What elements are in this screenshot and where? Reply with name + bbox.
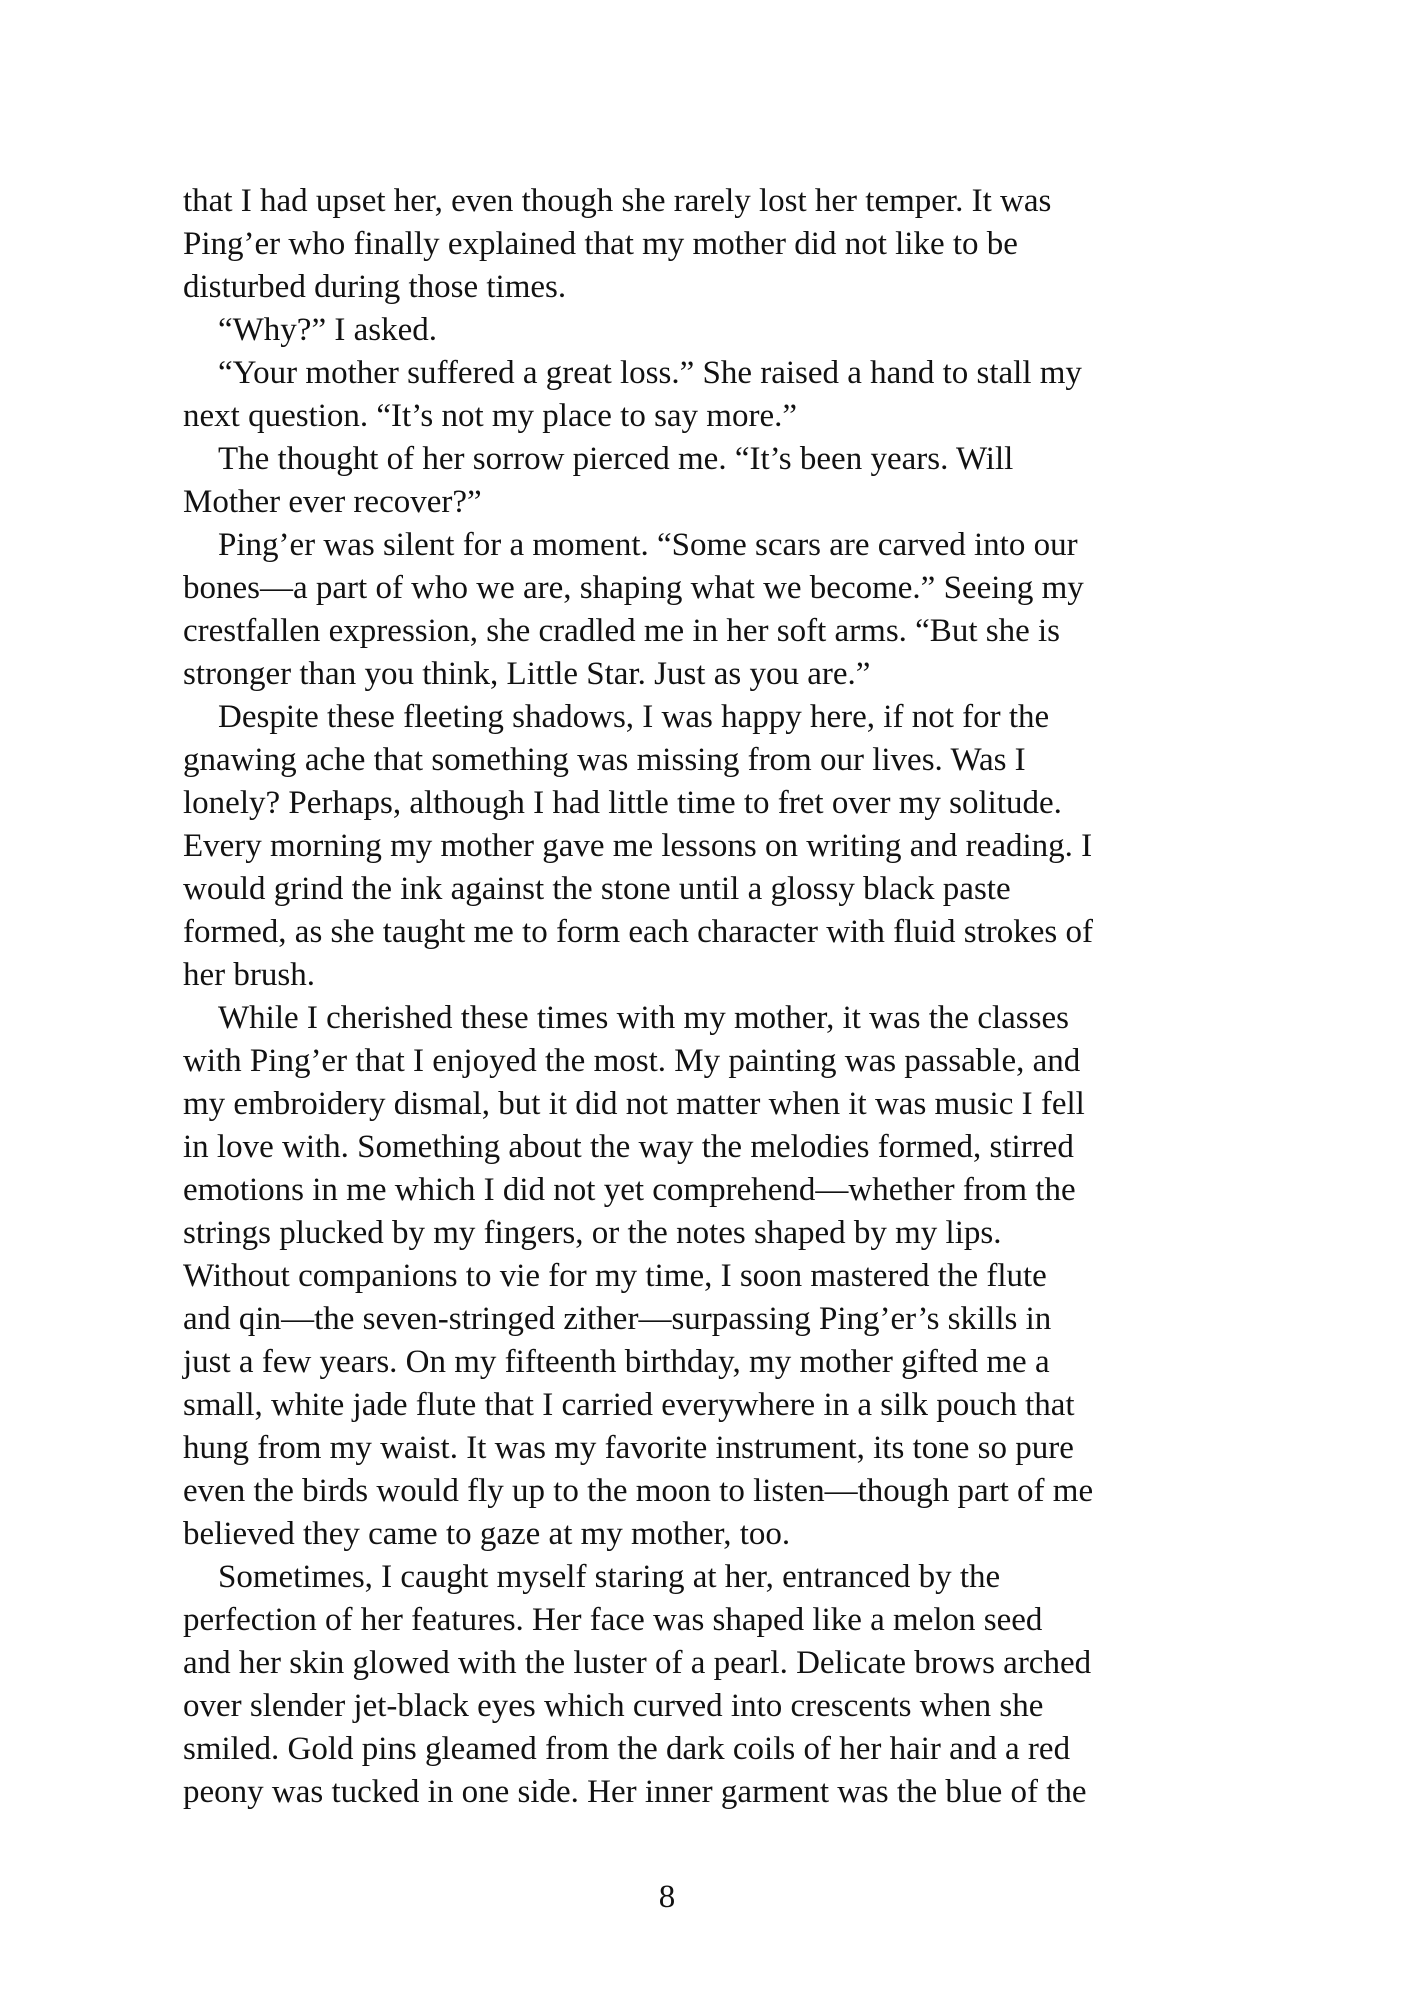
text-line: my embroidery dismal, but it did not matter when it was music I fell — [183, 1086, 1085, 1122]
text-line: Ping’er who finally explained that my mother did not like to be — [183, 226, 1018, 262]
text-line: Every morning my mother gave me lessons on writing and reading. I — [183, 828, 1093, 864]
text-line: emotions in me which I did not yet comprehend—whether from the — [183, 1172, 1076, 1208]
text-line: with Ping’er that I enjoyed the most. My painting was passable, and — [183, 1043, 1081, 1079]
page-text — [183, 180, 1228, 1814]
text-line: crestfallen expression, she cradled me in her soft arms. “But she is — [183, 613, 1060, 649]
text-line: perfection of her features. Her face was shaped like a melon seed — [183, 1602, 1043, 1638]
text-line: just a few years. On my fifteenth birthday, my mother gifted me a — [183, 1344, 1050, 1380]
text-line: Without companions to vie for my time, I soon mastered the flute — [183, 1258, 1047, 1294]
text-line: Despite these fleeting shadows, I was happy here, if not for the — [218, 699, 1050, 735]
text-line: stronger than you think, Little Star. Just as you are.” — [183, 656, 871, 692]
text-line: and her skin glowed with the luster of a pearl. Delicate brows arched — [183, 1645, 1092, 1681]
text-line: formed, as she taught me to form each character with fluid strokes of — [183, 914, 1093, 950]
text-line: and qin—the seven-stringed zither—surpassing Ping’er’s skills in — [183, 1301, 1052, 1337]
text-line: The thought of her sorrow pierced me. “It’s been years. Will — [218, 441, 1014, 477]
text-line: While I cherished these times with my mother, it was the classes — [218, 1000, 1069, 1036]
text-line: next question. “It’s not my place to say more.” — [183, 398, 798, 434]
text-line: over slender jet-black eyes which curved into crescents when she — [183, 1688, 1044, 1724]
text-line: lonely? Perhaps, although I had little time to fret over my solitude. — [183, 785, 1062, 821]
text-line: disturbed during those times. — [183, 269, 567, 305]
text-line: gnawing ache that something was missing from our lives. Was I — [183, 742, 1026, 778]
text-line: small, white jade flute that I carried everywhere in a silk pouch that — [183, 1387, 1075, 1423]
text-line: Ping’er was silent for a moment. “Some scars are carved into our — [218, 527, 1078, 563]
text-line: even the birds would fly up to the moon to listen—though part of me — [183, 1473, 1094, 1509]
text-line: Sometimes, I caught myself staring at her, entranced by the — [218, 1559, 1001, 1595]
text-line: would grind the ink against the stone until a glossy black paste — [183, 871, 1011, 907]
text-line: hung from my waist. It was my favorite instrument, its tone so pure — [183, 1430, 1074, 1466]
text-line: that I had upset her, even though she rarely lost her temper. It was — [183, 183, 1052, 219]
text-line: her brush. — [183, 957, 315, 993]
text-line: “Why?” I asked. — [218, 312, 437, 348]
page-number: 8 — [658, 1879, 676, 1915]
text-line: strings plucked by my fingers, or the notes shaped by my lips. — [183, 1215, 1002, 1251]
text-line: in love with. Something about the way the melodies formed, stirred — [183, 1129, 1074, 1165]
text-line: peony was tucked in one side. Her inner garment was the blue of the — [183, 1774, 1087, 1810]
text-line: smiled. Gold pins gleamed from the dark coils of her hair and a red — [183, 1731, 1071, 1767]
text-line: “Your mother suffered a great loss.” She raised a hand to stall my — [218, 355, 1082, 391]
text-line: Mother ever recover?” — [183, 484, 482, 520]
text-line: believed they came to gaze at my mother, too. — [183, 1516, 791, 1552]
text-line: bones—a part of who we are, shaping what we become.” Seeing my — [183, 570, 1084, 606]
